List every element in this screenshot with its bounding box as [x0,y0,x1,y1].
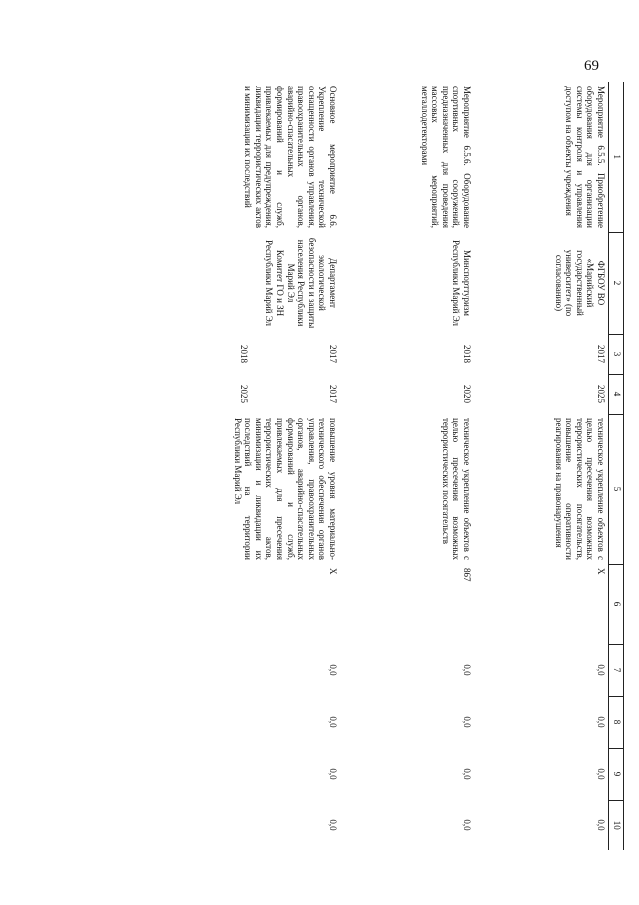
executor-cell: ФГБОУ ВО «Марийский государственный университет» (по согласованию) [553,249,606,317]
value-cell: 0,0 [328,768,338,780]
column-header: 5 [609,414,624,564]
value-cell: 0,0 [462,664,472,676]
column-header: 7 [609,644,624,696]
end-year-secondary: 2025 [239,385,250,403]
result-cell: повышение уровня материально-технического обеспечения органов управления, правоохранительных органов, аварийно-спасательных формирований и служб, привлекаемых для пресечения террористических актов, минимизации и ликвидации их последствий на территории Республики Марий Эл [232,418,338,560]
value-cell: 0,0 [596,768,606,780]
column-header: 1 [609,82,624,232]
table-row [340,82,474,850]
value-cell: 0,0 [596,716,606,728]
start-year-secondary: 2018 [239,345,250,363]
activity-cell: Мероприятие 6.5.5. Приобретение оборудования для организации системы контроля и управления доступом на объекты учреждения [564,86,606,228]
start-year-primary: 2017 [328,345,338,363]
end-year-primary: 2017 [328,385,338,403]
column-header: 6 [609,564,624,644]
column-header: 3 [609,334,624,374]
column-header: 10 [609,800,624,850]
header-row [609,82,624,850]
end-year-cell [160,374,340,414]
value-cell: 0,0 [328,819,338,831]
end-year-cell: 2025 [596,385,606,403]
result-cell: техническое укрепление объектов с целью пресечения возможных террористических посягательств, повышение оперативности реагирования на правонарушения [553,418,606,560]
result-cell: техническое укрепление объектов с целью пресечения возможных террористических посягательств [440,418,472,560]
activity-cell: Мероприятие 6.5.6. Оборудование спортивных сооружений, предназначенных для проведения массовых мероприятий, металлодетекторами [419,86,472,228]
value-cell: 0,0 [462,768,472,780]
activities-table [160,82,624,850]
value-cell: X [596,568,606,575]
end-year-cell: 2020 [462,385,472,403]
column-header: 8 [609,696,624,748]
activity-cell: Основное мероприятие 6.6. Укрепление технической оснащенности органов управления, правоохранительных органов, аварийно-спасательных формирований и служб, привлекаемых для предупреждения, ликвидации террористических актов и минимизации их последствий [243,86,338,228]
column-header: 4 [609,374,624,414]
value-cell: 0,0 [596,819,606,831]
value-cell: 0,0 [328,716,338,728]
executor-cell: Минспорттуризм Республики Марий Эл [451,239,472,327]
executor-cell [160,232,340,334]
executor-primary: Департамент экологической безопасности и защиты населения Республики Марий Эл [285,237,338,329]
executor-secondary: Комитет ГО и ЗН Республики Марий Эл [264,239,285,327]
value-cell: 0,0 [596,664,606,676]
column-header: 2 [609,232,624,334]
column-header: 9 [609,748,624,800]
value-cell: 867 [462,568,472,582]
value-cell: X [328,568,338,575]
value-cell: 0,0 [462,716,472,728]
rotated-table-container [112,82,624,850]
start-year-cell [160,334,340,374]
table-row [474,82,609,850]
start-year-cell: 2017 [596,345,606,363]
page-number: 69 [584,58,599,74]
table-row [160,82,340,850]
start-year-cell: 2018 [462,345,472,363]
value-cell: 0,0 [462,819,472,831]
value-cell: 0,0 [328,664,338,676]
